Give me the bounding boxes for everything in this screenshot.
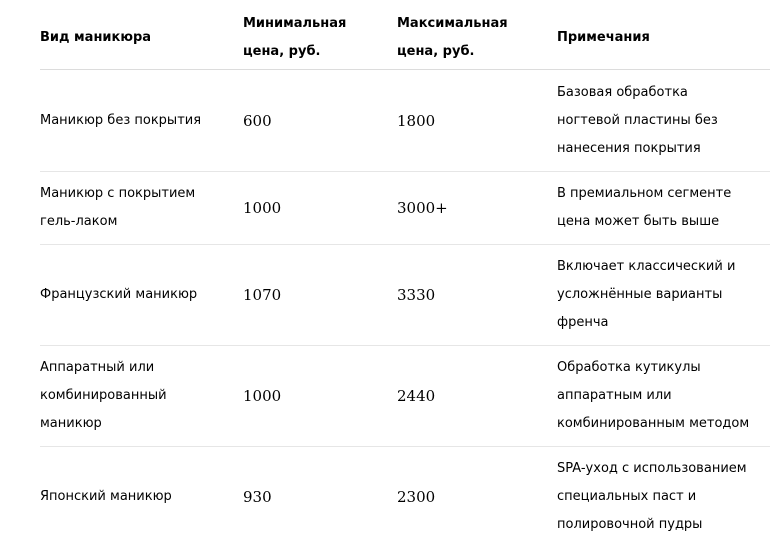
cell-min-price: 1000 (243, 387, 282, 405)
cell-notes-line: полировочной пудры (557, 517, 703, 532)
header-type-label: Вид маникюра (40, 29, 152, 45)
cell-min-price: 1000 (243, 199, 282, 217)
cell-notes-line: Включает классический и (557, 259, 736, 274)
cell-notes-line: SPA-уход с использованием (557, 461, 747, 476)
cell-notes (557, 455, 770, 539)
table-row (40, 172, 770, 245)
cell-notes-line: усложнённые варианты (557, 287, 723, 302)
cell-notes-line: нанесения покрытия (557, 140, 701, 156)
header-max-price (397, 10, 557, 66)
cell-type-line: Японский маникюр (40, 489, 172, 504)
header-notes (557, 24, 770, 52)
cell-max-price: 2300 (397, 488, 436, 506)
cell-max-price: 1800 (397, 111, 436, 130)
table-row (40, 70, 770, 172)
cell-min-price: 930 (243, 488, 272, 506)
cell-type (40, 107, 243, 135)
cell-type-line: комбинированный (40, 388, 167, 403)
table-row (40, 245, 770, 346)
cell-min-price: 600 (243, 111, 272, 130)
cell-notes-line: специальных паст и (557, 489, 697, 504)
cell-max-price: 3000+ (397, 199, 448, 217)
cell-type-line: Французский маникюр (40, 287, 198, 302)
cell-notes-line: В премиальном сегменте (557, 186, 732, 201)
cell-notes-line: аппаратным или (557, 388, 672, 403)
cell-type-line: Маникюр без покрытия (40, 112, 202, 128)
cell-notes-line: комбинированным методом (557, 416, 750, 431)
header-notes-label: Примечания (557, 29, 650, 45)
cell-type (40, 281, 243, 309)
cell-notes (557, 253, 770, 337)
cell-notes-line: Обработка кутикулы (557, 360, 701, 375)
header-min-line2: цена, руб. (243, 43, 321, 59)
cell-notes-line: ногтевой пластины без (557, 112, 718, 128)
header-min-line1: Минимальная (243, 15, 347, 31)
cell-type-line: маникюр (40, 416, 102, 431)
header-max-line2: цена, руб. (397, 43, 475, 59)
cell-min-price: 1070 (243, 286, 282, 304)
cell-type-line: гель-лаком (40, 214, 118, 229)
cell-type-line: Аппаратный или (40, 360, 155, 375)
cell-max-price: 2440 (397, 387, 436, 405)
header-max-line1: Максимальная (397, 15, 508, 31)
cell-notes (557, 354, 770, 438)
header-type (40, 24, 243, 52)
header-min-price (243, 10, 397, 66)
cell-type (40, 354, 243, 438)
cell-type-line: Маникюр с покрытием (40, 186, 196, 201)
table-row (40, 447, 770, 547)
cell-max-price: 3330 (397, 286, 436, 304)
cell-type (40, 483, 243, 511)
price-table (40, 6, 770, 547)
cell-notes-line: френча (557, 315, 609, 330)
cell-notes-line: Базовая обработка (557, 84, 688, 100)
table-header-row (40, 6, 770, 70)
cell-notes (557, 180, 770, 236)
cell-notes-line: цена может быть выше (557, 214, 720, 229)
table-row (40, 346, 770, 447)
cell-type (40, 180, 243, 236)
cell-notes (557, 79, 770, 163)
